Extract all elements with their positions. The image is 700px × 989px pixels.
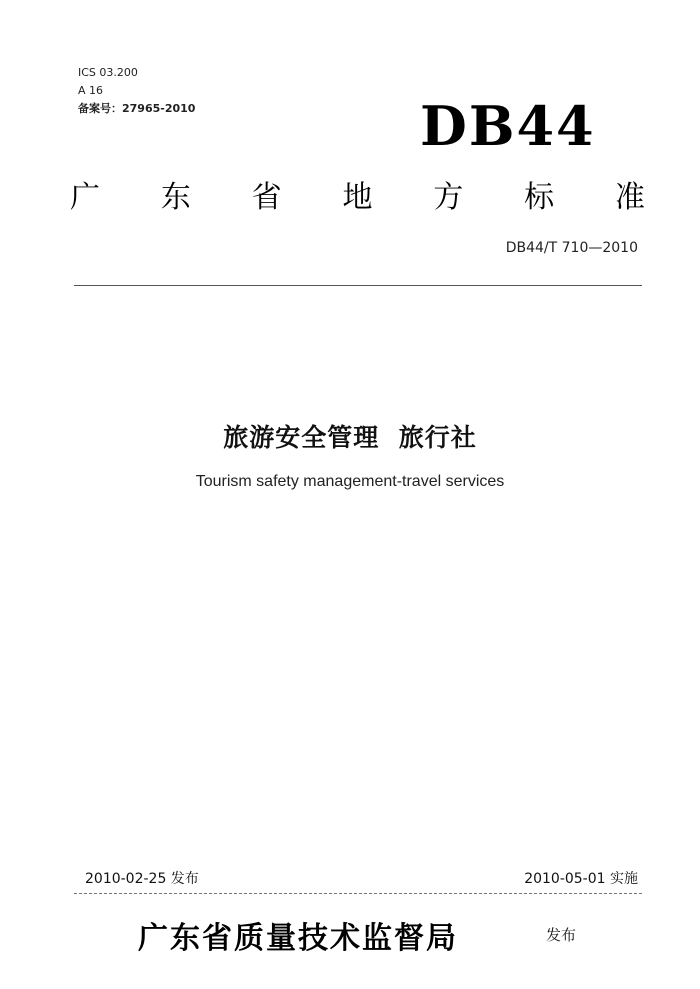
standard-type-char: 标 <box>524 180 555 215</box>
standard-type-char: 方 <box>433 180 464 215</box>
issue-date: 2010-02-25 发布 <box>85 871 199 887</box>
category-code: A 16 <box>78 84 104 97</box>
bottom-divider <box>74 893 642 894</box>
standard-type-char: 准 <box>614 180 645 215</box>
top-divider <box>74 285 642 286</box>
standard-type-char: 广 <box>70 180 100 215</box>
standard-type-char: 东 <box>160 180 191 215</box>
standard-type-char: 地 <box>342 180 373 215</box>
title-chinese: 旅游安全管理 旅行社 <box>223 423 477 452</box>
issuer-name: 广东省质量技术监督局 <box>138 921 458 956</box>
standard-number: DB44/T 710—2010 <box>505 240 638 256</box>
ics-code: ICS 03.200 <box>78 66 138 79</box>
effective-date: 2010-05-01 实施 <box>524 871 638 887</box>
standard-type-heading <box>70 172 645 216</box>
record-number: 备案号：27965-2010 <box>78 102 196 115</box>
standard-code-logo: DB44 <box>420 94 596 158</box>
title-english: Tourism safety management-travel services <box>195 473 505 490</box>
issuer-suffix: 发布 <box>546 926 577 944</box>
standard-type-char: 省 <box>251 180 282 215</box>
